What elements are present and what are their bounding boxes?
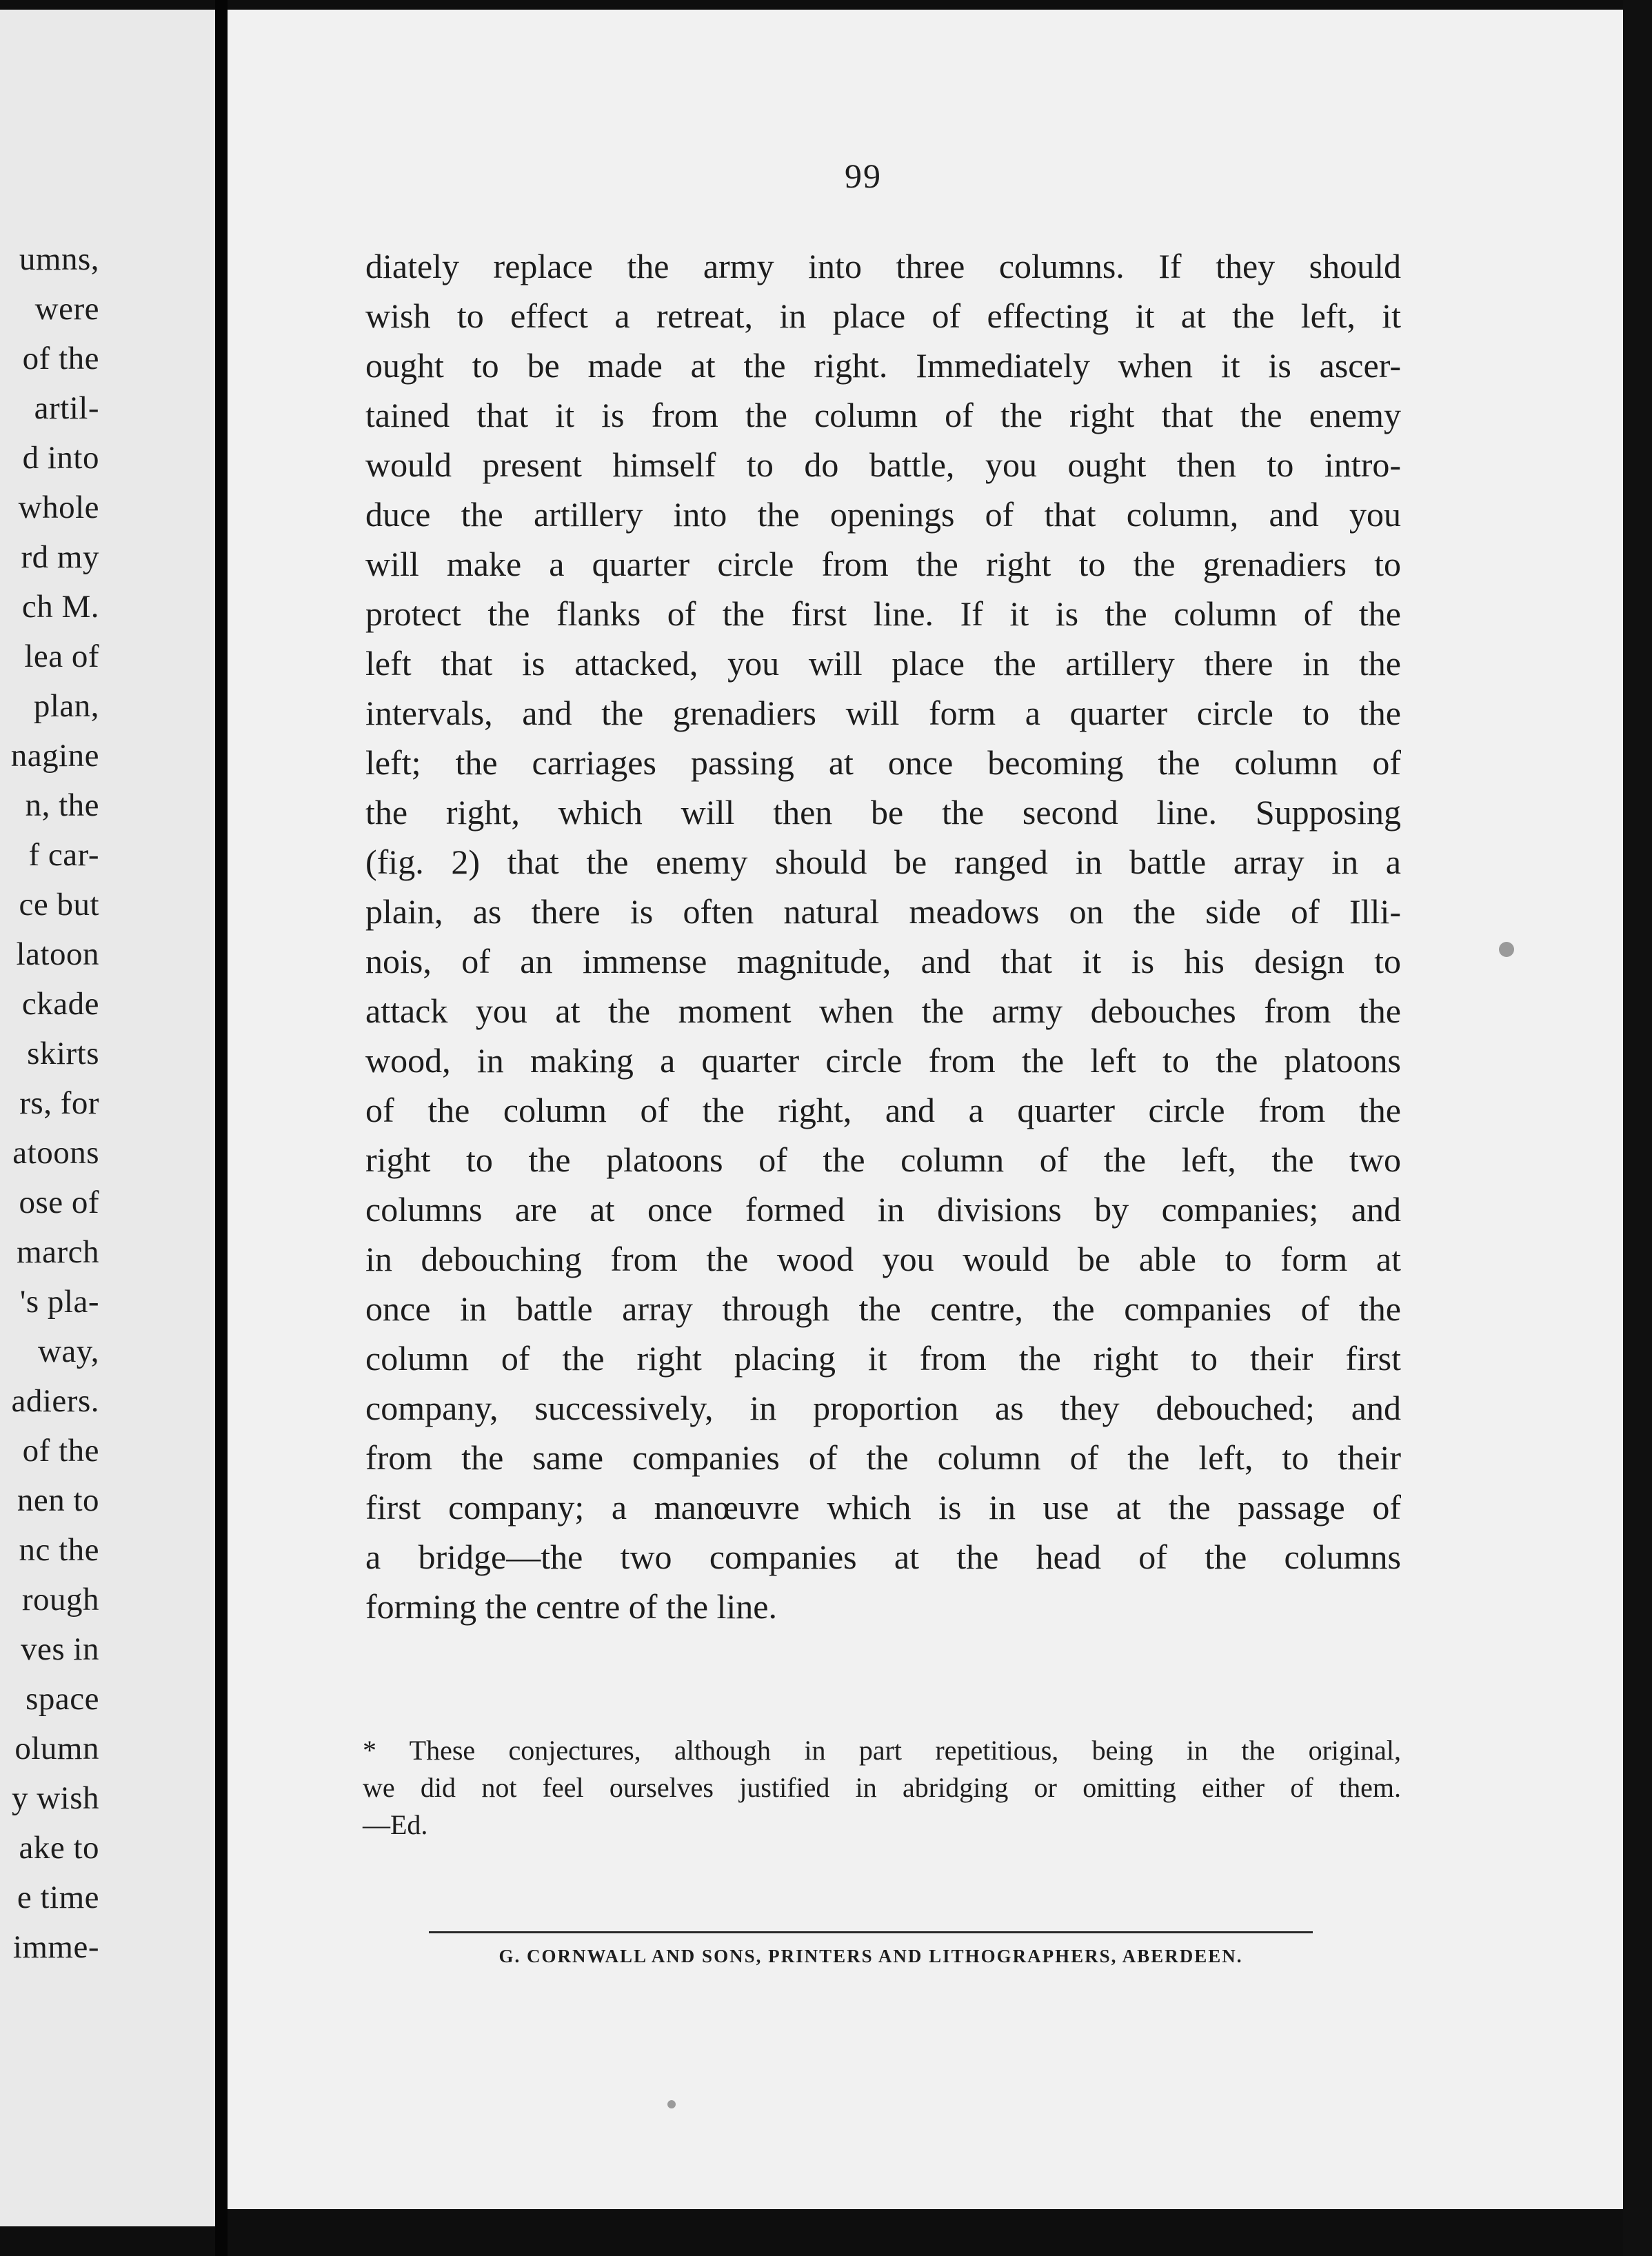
body-line: nois, of an immense magnitude, and that it is his design to: [365, 942, 1401, 980]
body-line: attack you at the moment when the army debouches from the: [365, 991, 1401, 1030]
left-page-line: nc the: [19, 1532, 99, 1568]
left-facing-page: [0, 10, 215, 2226]
left-page-line: artil-: [34, 390, 99, 426]
printer-imprint: G. CORNWALL AND SONS, PRINTERS AND LITHOGRAPHERS, ABERDEEN.: [498, 1946, 1243, 1966]
body-line: column of the right placing it from the right to their first: [365, 1339, 1401, 1378]
left-page-line: adiers.: [11, 1383, 99, 1419]
left-page-line: were: [34, 291, 99, 327]
body-line: once in battle array through the centre, the companies of the: [365, 1289, 1401, 1328]
left-page-line: skirts: [27, 1036, 99, 1071]
left-page-line: 's pla-: [19, 1284, 99, 1320]
left-page-text: [0, 234, 215, 1972]
paper-speck: [667, 2100, 676, 2108]
left-page-line: f car-: [28, 837, 99, 873]
left-page-line: latoon: [16, 936, 99, 972]
body-line: duce the artillery into the openings of that column, and you: [365, 495, 1401, 534]
body-line: protect the flanks of the first line. If it is the column of the: [365, 594, 1401, 633]
left-page-line: rs, for: [19, 1085, 99, 1121]
body-line: from the same companies of the column of the left, to their: [365, 1438, 1401, 1477]
left-page-line: imme-: [12, 1929, 99, 1965]
body-text: [365, 241, 1401, 1631]
left-page-line: ake to: [19, 1830, 99, 1866]
body-line: in debouching from the wood you would be able to form at: [365, 1240, 1401, 1278]
left-page-line: ch M.: [21, 589, 99, 625]
left-page-line: of the: [22, 341, 99, 376]
body-line: right to the platoons of the column of the left, the two: [365, 1140, 1401, 1179]
left-page-line: atoons: [12, 1135, 99, 1171]
page-gutter: [215, 0, 228, 2256]
footnote-line: —Ed.: [363, 1809, 428, 1840]
body-line: left; the carriages passing at once becoming the column of: [365, 743, 1401, 782]
left-page-line: olumn: [14, 1731, 99, 1766]
body-line: diately replace the army into three columns. If they should: [365, 247, 1401, 285]
body-line: columns are at once formed in divisions by companies; and: [365, 1190, 1401, 1229]
body-line: plain, as there is often natural meadows on the side of Illi-: [365, 892, 1401, 931]
body-line: wood, in making a quarter circle from the left to the platoons: [365, 1041, 1401, 1080]
left-page-line: e time: [17, 1880, 99, 1915]
body-line: company, successively, in proportion as they debouched; and: [365, 1389, 1401, 1427]
body-line: (fig. 2) that the enemy should be ranged in battle array in a: [365, 843, 1401, 881]
body-line: will make a quarter circle from the right to the grenadiers to: [365, 545, 1401, 583]
imprint-rule: [429, 1931, 1313, 1933]
footnote: [363, 1732, 1401, 1844]
left-page-line: ves in: [21, 1631, 99, 1667]
body-line: of the column of the right, and a quarter circle from the: [365, 1091, 1401, 1129]
left-page-line: ce but: [19, 887, 99, 923]
body-line: ought to be made at the right. Immediately when it is ascer-: [365, 346, 1401, 385]
body-line: the right, which will then be the second line. Supposing: [365, 793, 1401, 832]
left-page-line: nen to: [17, 1482, 99, 1518]
body-line: forming the centre of the line.: [365, 1587, 777, 1626]
left-page-line: rd my: [21, 539, 99, 575]
main-page: [228, 10, 1623, 2209]
left-page-line: of the: [22, 1433, 99, 1469]
body-line: wish to effect a retreat, in place of effecting it at the left, it: [365, 296, 1401, 335]
right-page-edge: [1623, 0, 1652, 2256]
left-page-line: umns,: [19, 241, 99, 277]
left-page-line: nagine: [10, 738, 99, 774]
body-line: a bridge—the two companies at the head of the columns: [365, 1538, 1401, 1576]
footnote-line: we did not feel ourselves justified in abridging or omitting either of them.: [363, 1772, 1401, 1803]
footnote-line: * These conjectures, although in part repetitious, being in the original,: [363, 1735, 1401, 1766]
body-line: first company; a manœuvre which is in use at the passage of: [365, 1488, 1401, 1527]
left-page-line: plan,: [33, 688, 99, 724]
body-line: intervals, and the grenadiers will form a quarter circle to the: [365, 694, 1401, 732]
left-page-line: way,: [37, 1333, 99, 1369]
left-page-line: space: [26, 1681, 99, 1717]
left-page-line: d into: [22, 440, 99, 476]
body-line: would present himself to do battle, you ought then to intro-: [365, 445, 1401, 484]
left-page-line: y wish: [11, 1780, 99, 1816]
body-line: tained that it is from the column of the right that the enemy: [365, 396, 1401, 434]
body-line: left that is attacked, you will place the artillery there in the: [365, 644, 1401, 683]
left-page-line: lea of: [24, 638, 99, 674]
left-page-line: n, the: [25, 787, 99, 823]
left-page-line: ose of: [19, 1185, 99, 1220]
left-page-line: march: [17, 1234, 99, 1270]
left-page-line: whole: [18, 490, 99, 525]
left-page-line: rough: [21, 1582, 99, 1618]
page-number: 99: [845, 157, 882, 195]
left-page-line: ckade: [21, 986, 99, 1022]
paper-speck: [1499, 942, 1514, 957]
